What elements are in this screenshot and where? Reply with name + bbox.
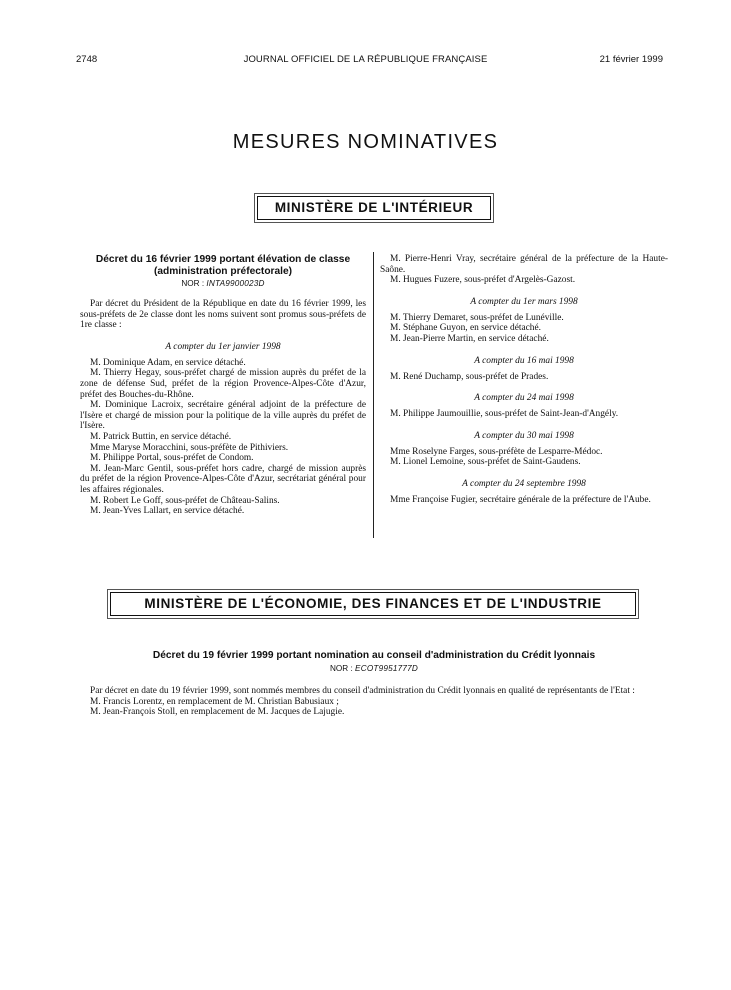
nor2-reference — [80, 664, 668, 673]
nor-label: NOR : — [181, 279, 205, 288]
page-title: MESURES NOMINATIVES — [232, 131, 499, 153]
right-date-groups — [380, 297, 668, 506]
decree2-entries — [80, 697, 668, 718]
decree-intro: Par décret du Président de la République en date du 16 février 1999, les sous-préfets de 2e classe dont les noms suivent sont promus sous-préfets de 1re classe : — [80, 299, 366, 331]
left-date-groups — [80, 342, 366, 517]
page-number: 2748 — [76, 54, 98, 65]
appointment-entry: M. Patrick Buttin, en service détaché. — [90, 431, 232, 442]
right-column — [380, 254, 668, 506]
nor-reference — [80, 279, 366, 288]
right-top-entries — [380, 254, 668, 286]
decree2-header — [80, 650, 668, 673]
appointment-entry: Mme Roselyne Farges, sous-préfète de Lesparre-Médoc. — [390, 446, 603, 457]
ministry-interior-heading: MINISTÈRE DE L'INTÉRIEUR — [257, 196, 491, 220]
effective-date-heading: A compter du 24 mai 1998 — [474, 393, 574, 404]
appointment-entry: M. Jean-Yves Lallart, en service détaché. — [90, 506, 245, 517]
decree2-body — [80, 686, 668, 718]
appointment-entry: M. Pierre-Henri Vray, secrétaire général de la préfecture de la Haute-Saône. — [380, 254, 668, 275]
appointment-entry: M. Stéphane Guyon, en service détaché. — [390, 323, 541, 334]
decree2-intro: Par décret en date du 19 février 1999, sont nommés membres du conseil d'administration du Crédit lyonnais en qualité de représentants de l'Etat : — [90, 686, 635, 696]
appointment-entry: M. Thierry Demaret, sous-préfet de Lunéville. — [390, 312, 564, 323]
appointment-entry: M. Philippe Portal, sous-préfet de Condom. — [90, 453, 254, 464]
ministry-economy-heading: MINISTÈRE DE L'ÉCONOMIE, DES FINANCES ET DE L'INDUSTRIE — [110, 592, 636, 616]
issue-date: 21 février 1999 — [599, 54, 663, 65]
nor-code: INTA9900023D — [206, 279, 265, 288]
decree2-title: Décret du 19 février 1999 portant nomination au conseil d'administration du Crédit lyonnais — [152, 650, 596, 661]
journal-title: JOURNAL OFFICIEL DE LA RÉPUBLIQUE FRANÇAISE — [243, 54, 488, 65]
appointment-entry: M. Philippe Jaumouillie, sous-préfet de Saint-Jean-d'Angély. — [390, 409, 619, 420]
appointment-entry: Mme Maryse Moracchini, sous-préfète de Pithiviers. — [90, 442, 289, 453]
appointment-entry: M. Jean-Marc Gentil, sous-préfet hors cadre, chargé de mission auprès du préfet de la région Provence-Alpes-Côte d'Azur, secrétariat général pour les affaires régionales. — [80, 463, 366, 495]
appointment-entry: M. Dominique Lacroix, secrétaire général adjoint de la préfecture de l'Isère et chargé de mission pour la politique de la ville auprès du préfet de l'Isère. — [80, 400, 366, 432]
appointment-entry: M. Hugues Fuzere, sous-préfet d'Argelès-Gazost. — [390, 275, 576, 286]
nomination-entry: M. Francis Lorentz, en remplacement de M. Christian Babusiaux ; — [90, 696, 339, 707]
appointment-entry: M. Jean-Pierre Martin, en service détaché. — [390, 333, 549, 344]
appointment-entry: Mme Françoise Fugier, secrétaire générale de la préfecture de l'Aube. — [390, 494, 651, 505]
decree-title: Décret du 16 février 1999 portant élévation de classe (administration préfectorale) — [95, 254, 351, 277]
left-column — [80, 254, 366, 517]
effective-date-heading: A compter du 1er janvier 1998 — [165, 341, 281, 352]
appointment-entry: M. Dominique Adam, en service détaché. — [90, 357, 246, 368]
appointment-entry: M. Lionel Lemoine, sous-préfet de Saint-Gaudens. — [390, 457, 581, 468]
nor2-label: NOR : — [330, 663, 353, 673]
appointment-entry: M. Robert Le Goff, sous-préfet de Château-Salins. — [90, 495, 280, 506]
effective-date-heading: A compter du 16 mai 1998 — [474, 355, 574, 366]
effective-date-heading: A compter du 1er mars 1998 — [470, 296, 578, 307]
effective-date-heading: A compter du 24 septembre 1998 — [462, 478, 586, 489]
appointment-entry: M. René Duchamp, sous-préfet de Prades. — [390, 371, 549, 382]
column-divider — [373, 252, 374, 538]
effective-date-heading: A compter du 30 mai 1998 — [474, 430, 574, 441]
nomination-entry: M. Jean-François Stoll, en remplacement de M. Jacques de Lajugie. — [90, 707, 345, 718]
nor2-code: ECOT9951777D — [355, 663, 418, 673]
appointment-entry: M. Thierry Hegay, sous-préfet chargé de mission auprès du préfet de la zone de défense Sud, préfet de la région Provence-Alpes-Côte d'Azur, préfet des Bouches-du-Rhône. — [80, 368, 366, 400]
